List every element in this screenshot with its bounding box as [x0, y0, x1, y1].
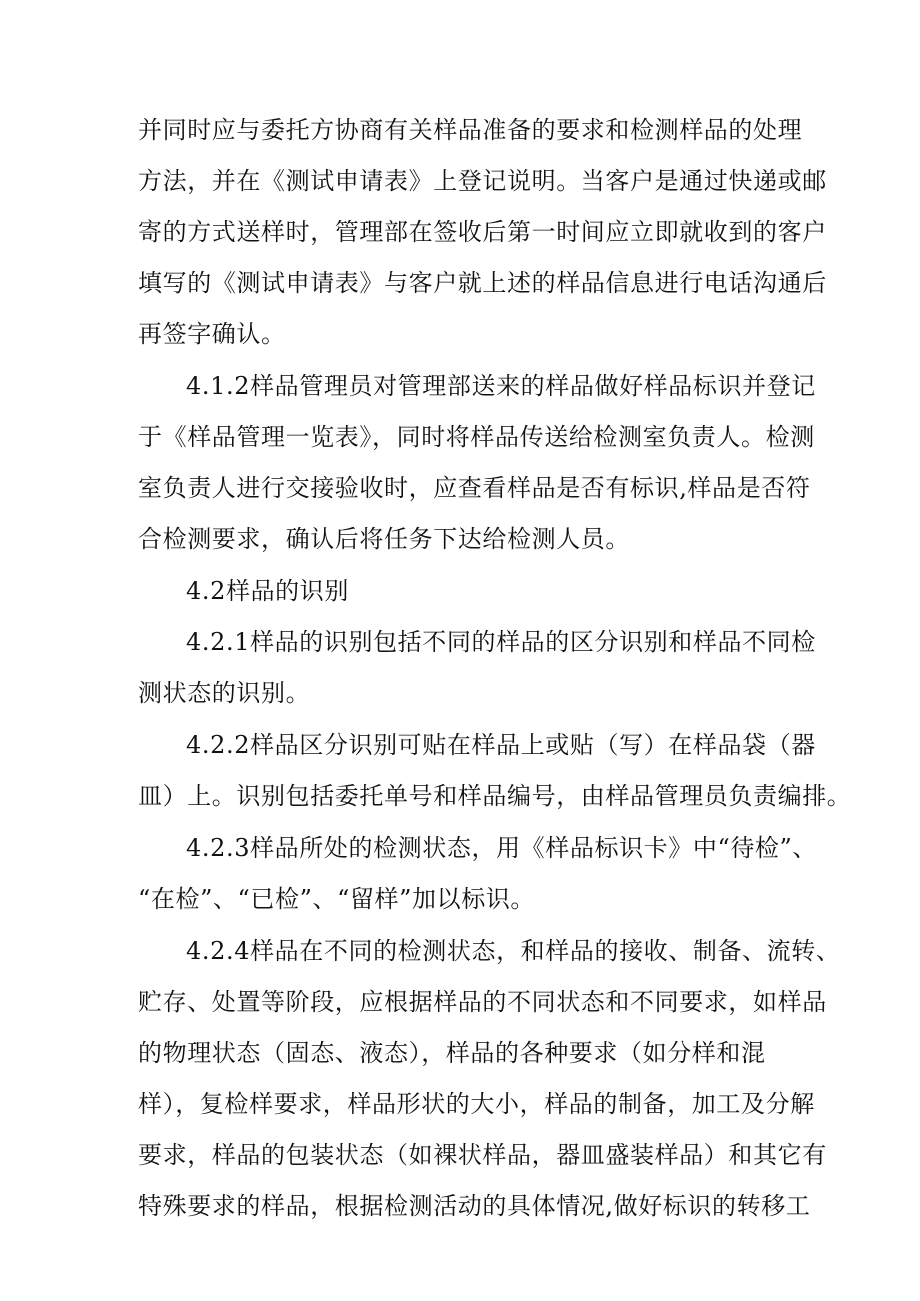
text-line: 于《样品管理一览表》，同时将样品传送给检测室负责人。检测 — [138, 423, 815, 451]
text-line: 的物理状态（固态、液态），样品的各种要求（如分样和混 — [138, 1039, 766, 1067]
text-line: 特殊要求的样品，根据检测活动的具体情况,做好标识的转移工 — [138, 1192, 811, 1220]
text-line: 再签字确认。 — [138, 320, 286, 348]
text-line: 4.2.4样品在不同的检测状态，和样品的接收、制备、流转、 — [186, 937, 841, 965]
text-line: 方法，并在《测试申请表》上登记说明。当客户是通过快递或邮 — [138, 167, 827, 195]
text-line: 填写的《测试申请表》与客户就上述的样品信息进行电话沟通后 — [138, 269, 827, 297]
text-line: 贮存、处置等阶段，应根据样品的不同状态和不同要求，如样品 — [138, 988, 827, 1016]
text-line: 样），复检样要求，样品形状的大小，样品的制备，加工及分解 — [138, 1090, 815, 1118]
text-line: 并同时应与委托方协商有关样品准备的要求和检测样品的处理 — [138, 116, 803, 144]
text-line: 要求，样品的包装状态（如裸状样品，器皿盛装样品）和其它有 — [138, 1141, 827, 1169]
text-line: 室负责人进行交接验收时，应查看样品是否有标识,样品是否符 — [138, 474, 811, 502]
text-line: 4.2.2样品区分识别可贴在样品上或贴（写）在样品袋（器 — [186, 731, 816, 759]
section-heading: 4.2样品的识别 — [186, 577, 349, 605]
text-line: 4.2.3样品所处的检测状态，用《样品标识卡》中“待检”、 — [186, 834, 818, 862]
text-line: “在检”、“已检”、“留样”加以标识。 — [138, 885, 536, 913]
text-line: 4.2.1样品的识别包括不同的样品的区分识别和样品不同检 — [186, 628, 816, 656]
text-line: 合检测要求，确认后将任务下达给检测人员。 — [138, 525, 630, 553]
text-line: 皿）上。识别包括委托单号和样品编号，由样品管理员负责编排。 — [138, 782, 852, 810]
text-line: 测状态的识别。 — [138, 679, 311, 707]
text-line: 4.1.2样品管理员对管理部送来的样品做好样品标识并登记 — [186, 372, 816, 400]
text-line: 寄的方式送样时，管理部在签收后第一时间应立即就收到的客户 — [138, 218, 827, 246]
